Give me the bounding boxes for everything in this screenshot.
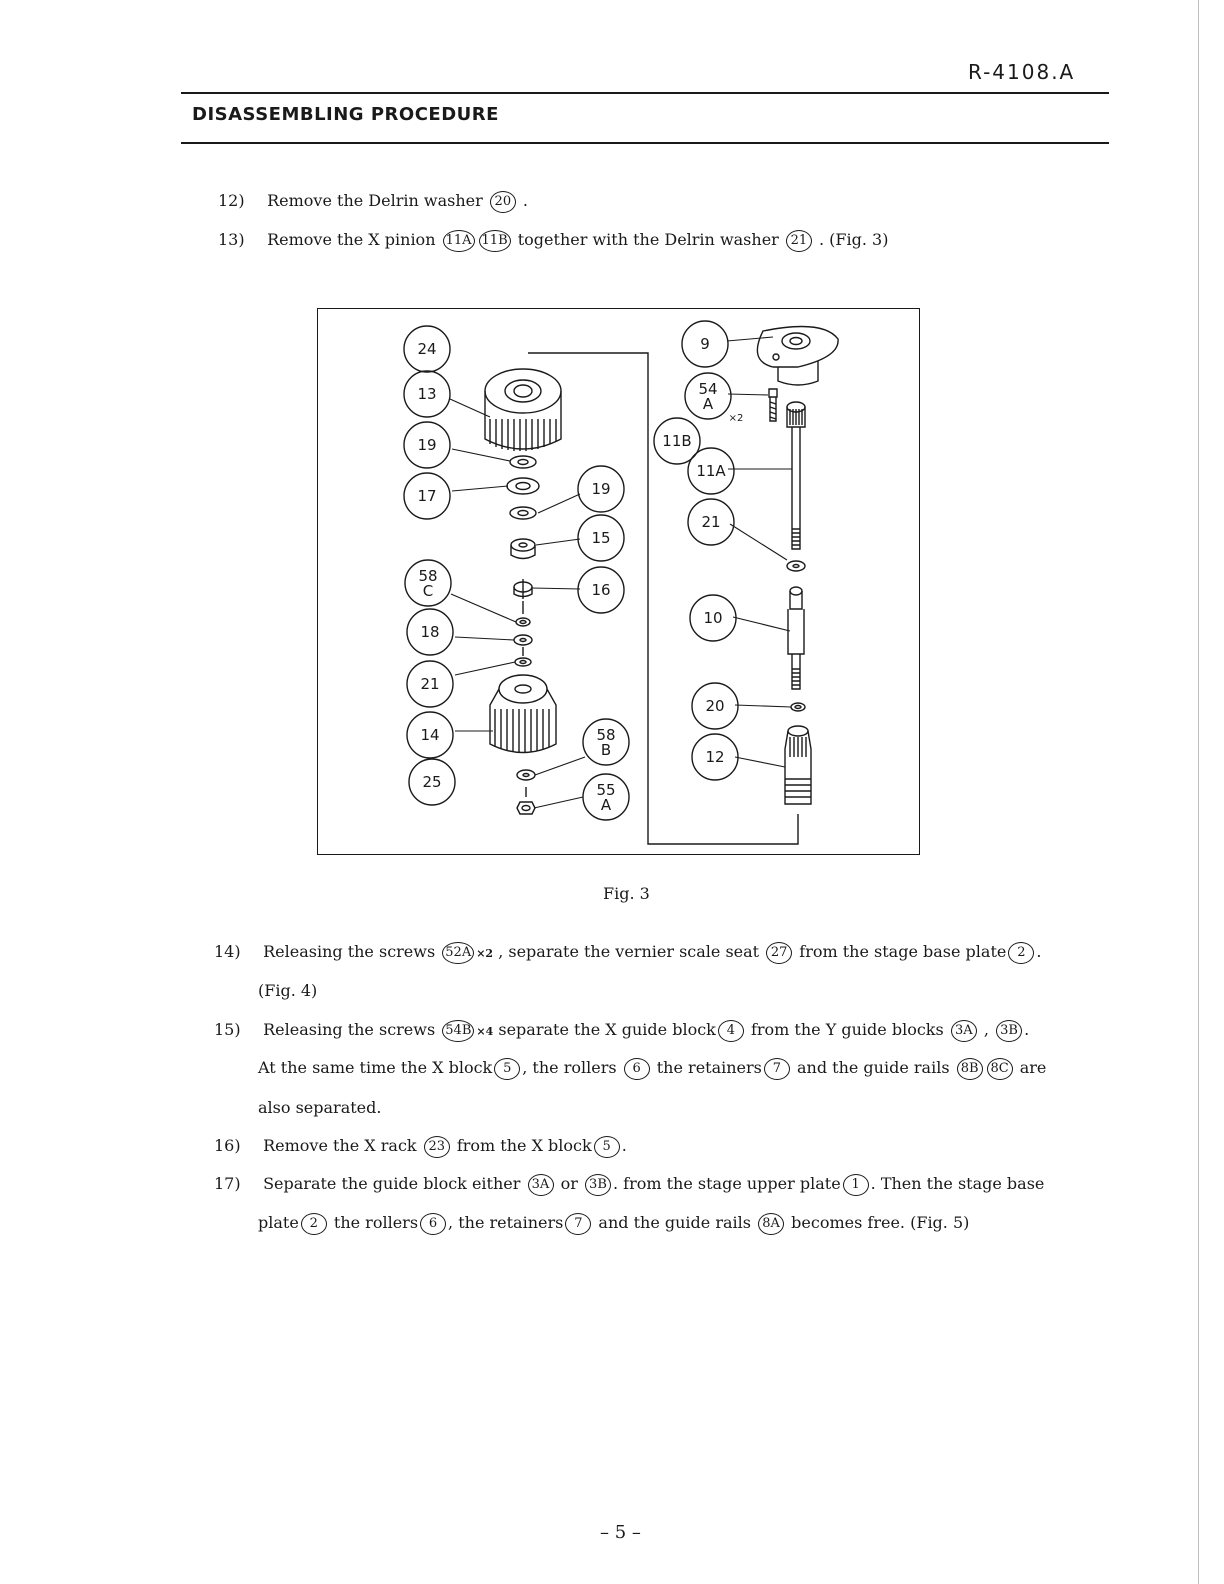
part-ref: 7 (764, 1058, 790, 1080)
callout-12: 12 (705, 748, 725, 766)
step-13 (218, 229, 888, 252)
step-text: and the guide rails (598, 1213, 751, 1232)
screw-54a (769, 389, 777, 421)
callout-11b: 11B (662, 432, 692, 450)
washer-21-right (787, 561, 805, 571)
washer-58b (517, 770, 535, 780)
step-text: Separate the guide block either (263, 1174, 521, 1193)
step-17-line-2 (258, 1212, 969, 1235)
part-ref: 23 (424, 1136, 450, 1158)
nut-15 (511, 539, 535, 559)
part-ref: 3B (585, 1174, 611, 1196)
step-text: Remove the X pinion (267, 230, 436, 249)
page-number: – 5 – (600, 1522, 641, 1543)
part-ref: 5 (594, 1136, 620, 1158)
step-text: Remove the X rack (263, 1136, 417, 1155)
step-text: becomes free. (Fig. 5) (791, 1213, 970, 1232)
part-ref: 8B (957, 1058, 983, 1080)
step-number: 15) (214, 1020, 241, 1039)
part-ref: 8A (758, 1213, 784, 1235)
callout-58c-letter: C (422, 582, 434, 600)
step-number: 16) (214, 1136, 241, 1155)
part-ref: 3B (996, 1020, 1022, 1042)
callout-54a-letter: A (702, 395, 714, 413)
step-text: from the X block (456, 1136, 592, 1155)
exploded-diagram (318, 309, 918, 854)
figure-caption: Fig. 3 (603, 884, 650, 903)
large-knob-lower (490, 675, 556, 753)
step-text: the rollers (333, 1213, 419, 1232)
step-text: are (1019, 1058, 1047, 1077)
part-ref: 2 (301, 1213, 327, 1235)
part-ref: 21 (786, 230, 812, 252)
diagram-bracket-line (528, 353, 798, 844)
part-ref: 54B (442, 1020, 474, 1042)
step-text: . Then the stage base (870, 1174, 1045, 1193)
part-ref: 6 (420, 1213, 446, 1235)
part-ref: 11B (479, 230, 511, 252)
step-text: . (522, 191, 529, 210)
washer-19-lower (510, 507, 536, 519)
step-text: or (560, 1174, 578, 1193)
page-right-edge (1198, 0, 1199, 1584)
washer-21-left (515, 658, 531, 666)
step-text: plate (258, 1213, 299, 1232)
quantity-multiplier: ×2 (476, 947, 494, 960)
washer-18 (514, 635, 532, 645)
callout-15: 15 (591, 529, 611, 547)
callout-54a-number: 54 (698, 380, 718, 398)
part-ref: 1 (843, 1174, 869, 1196)
sleeve-12 (785, 726, 811, 804)
step-text: . (621, 1136, 627, 1155)
quantity-multiplier: ×4 (476, 1025, 494, 1038)
callout-54a-multiplier: ×2 (728, 413, 744, 424)
callout-25: 25 (422, 773, 442, 791)
callout-14: 14 (420, 726, 440, 744)
callout-19: 19 (417, 436, 437, 454)
callout-21: 21 (701, 513, 721, 531)
callout-13: 13 (417, 385, 437, 403)
part-ref: 3A (528, 1174, 554, 1196)
step-14 (214, 941, 1041, 965)
step-14-line-2: (Fig. 4) (258, 981, 318, 1000)
step-number: 12) (218, 191, 245, 210)
step-15-line-3: also separated. (258, 1098, 382, 1117)
shaft-10 (788, 587, 804, 689)
part-ref: 27 (766, 942, 792, 964)
step-17 (214, 1173, 1044, 1196)
header-rule-bottom (181, 142, 1109, 144)
step-text: from the stage base plate (799, 942, 1007, 961)
part-ref: 5 (494, 1058, 520, 1080)
step-text: . (Fig. 3) (819, 230, 889, 249)
step-text: . (1024, 1020, 1030, 1039)
step-text: together with the Delrin washer (517, 230, 779, 249)
step-text: , the retainers (448, 1213, 564, 1232)
callout-9: 9 (700, 335, 710, 353)
step-text: . (1036, 942, 1042, 961)
part-ref: 4 (718, 1020, 744, 1042)
callout-circles (404, 321, 738, 820)
part-ref: 7 (565, 1213, 591, 1235)
nut-16 (514, 579, 532, 599)
step-text: , (983, 1020, 989, 1039)
part-ref: 3A (951, 1020, 977, 1042)
section-title: DISASSEMBLING PROCEDURE (192, 104, 499, 125)
step-text: At the same time the X block (258, 1058, 493, 1077)
washer-58c (516, 618, 530, 626)
callout-18: 18 (420, 623, 440, 641)
bearing-bracket-9 (757, 327, 838, 386)
callout-16: 16 (591, 581, 611, 599)
washer-17 (507, 478, 539, 494)
callout-58c-number: 58 (418, 567, 438, 585)
x-pinion-shaft (787, 402, 805, 549)
step-15 (214, 1019, 1029, 1043)
callout-10: 10 (703, 609, 723, 627)
step-text: from the Y guide blocks (750, 1020, 944, 1039)
document-number: R-4108.A (968, 60, 1076, 84)
step-number: 14) (214, 942, 241, 961)
step-number: 17) (214, 1174, 241, 1193)
step-text: Releasing the screws (263, 1020, 436, 1039)
step-16 (214, 1135, 627, 1158)
callout-11a: 11A (696, 462, 726, 480)
step-text: Remove the Delrin washer (267, 191, 483, 210)
step-12 (218, 190, 528, 213)
washer-20 (791, 703, 805, 711)
step-15-line-2 (258, 1057, 1046, 1080)
step-text: . from the stage upper plate (612, 1174, 841, 1193)
step-text: and the guide rails (796, 1058, 950, 1077)
nut-55a (517, 802, 535, 814)
callout-58b-number: 58 (596, 726, 616, 744)
step-text: Releasing the screws (263, 942, 436, 961)
washer-19-upper (510, 456, 536, 468)
callout-55a-letter: A (600, 796, 612, 814)
step-text: , separate the vernier scale seat (498, 942, 760, 961)
part-ref: 20 (490, 191, 516, 213)
callout-21: 21 (420, 675, 440, 693)
step-text: separate the X guide block (498, 1020, 716, 1039)
callout-19: 19 (591, 480, 611, 498)
callout-20: 20 (705, 697, 725, 715)
part-ref: 2 (1008, 942, 1034, 964)
part-ref: 8C (987, 1058, 1013, 1080)
callout-24: 24 (417, 340, 437, 358)
step-text: , the rollers (522, 1058, 617, 1077)
large-knob-upper (485, 369, 561, 451)
step-number: 13) (218, 230, 245, 249)
figure-3-frame (317, 308, 920, 855)
callout-55a-number: 55 (596, 781, 616, 799)
header-rule-top (181, 92, 1109, 94)
part-ref: 11A (443, 230, 475, 252)
part-ref: 6 (624, 1058, 650, 1080)
part-ref: 52A (442, 942, 474, 964)
callout-17: 17 (417, 487, 437, 505)
callout-58b-letter: B (600, 741, 612, 759)
step-text: the retainers (656, 1058, 762, 1077)
